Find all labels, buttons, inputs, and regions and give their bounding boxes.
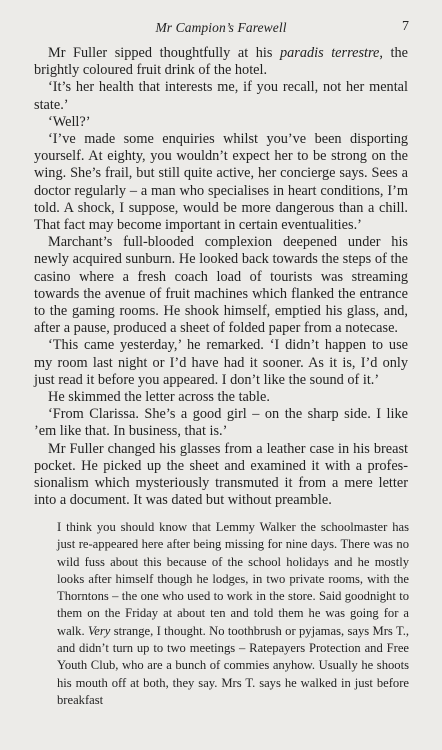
p1-text-b: , the brightly coloured fruit drink of the hotel.	[34, 45, 408, 79]
paragraph-7: He skimmed the letter across the table.	[48, 389, 270, 406]
paragraph-6: ‘This came yesterday,’ he remarked. ‘I didn’t happen to use my room last night or I’d have had it sooner. As it is, I’d only just read it before you appeared. I don’t like the sound of it.’	[34, 337, 408, 388]
letter-paragraph	[57, 519, 409, 709]
paragraph-9: Mr Fuller changed his glasses from a leather case in his breast pocket. He picked up the sheet and examined it with a professionalism which mysteriously transmuted it from a mere letter into a document. It was dated but without preamble.	[34, 440, 408, 509]
letter-text-a: I think you should know that Lemmy Walker the schoolmaster has just re-appeared here after being missing for nine days. There was no wild fuss about this because of the school holidays and he mostly looks after himself though he lodges, in two private rooms, with the Thorntons – the one who used to work in the store. Said goodnight to them on the Friday at about ten and told them he was going for a walk.	[57, 520, 409, 638]
quoted-letter	[57, 519, 409, 709]
running-head-title: Mr Campion’s Farewell	[155, 20, 287, 35]
paragraph-8: ‘From Clarissa. She’s a good girl – on the sharp side. I like ’em like that. In business, that is.’	[34, 406, 408, 440]
main-text	[34, 45, 408, 509]
letter-text-b: strange, I thought. No toothbrush or pyjamas, says Mrs T., and didn’t turn up to two meetings – Ratepayers Protection and Free Youth Club, who are a bunch of commies anyhow. Usually he shoots his mouth off at both, they say. Mrs T. says he walked in just before breakfast	[57, 623, 409, 707]
paragraph-4: ‘I’ve made some enquiries whilst you’ve been disporting yourself. At eighty, you wouldn’t expect her to be strong on the wing. She’s frail, but still quite active, her concierge says. Sees a doctor regularly – a man who specialises in heart conditions, I’m told. A shock, I suppose, would be more dangerous than a chill. That fact may become important in certain eventualities.’	[34, 131, 408, 234]
p1-text-a: Mr Fuller sipped thoughtfully at his	[48, 45, 280, 61]
letter-italic: Very	[88, 623, 111, 638]
paragraph-3: ‘Well?’	[48, 113, 91, 130]
page-number: 7	[402, 19, 409, 34]
paragraph-2: ‘It’s her health that interests me, if you recall, not her mental state.’	[34, 79, 408, 113]
paragraph-1	[34, 45, 408, 79]
p1-italic: paradis terrestre	[279, 45, 380, 61]
paragraph-5: Marchant’s full-blooded complexion deepened under his newly acquired sunburn. He looked back towards the steps of the casino where a fresh coach load of tourists was streaming towards the avenue of fruit machines which flanked the entrance to the gaming rooms. He shook himself, emptied his glass, and, after a pause, produced a sheet of folded paper from a notecase.	[34, 234, 408, 337]
